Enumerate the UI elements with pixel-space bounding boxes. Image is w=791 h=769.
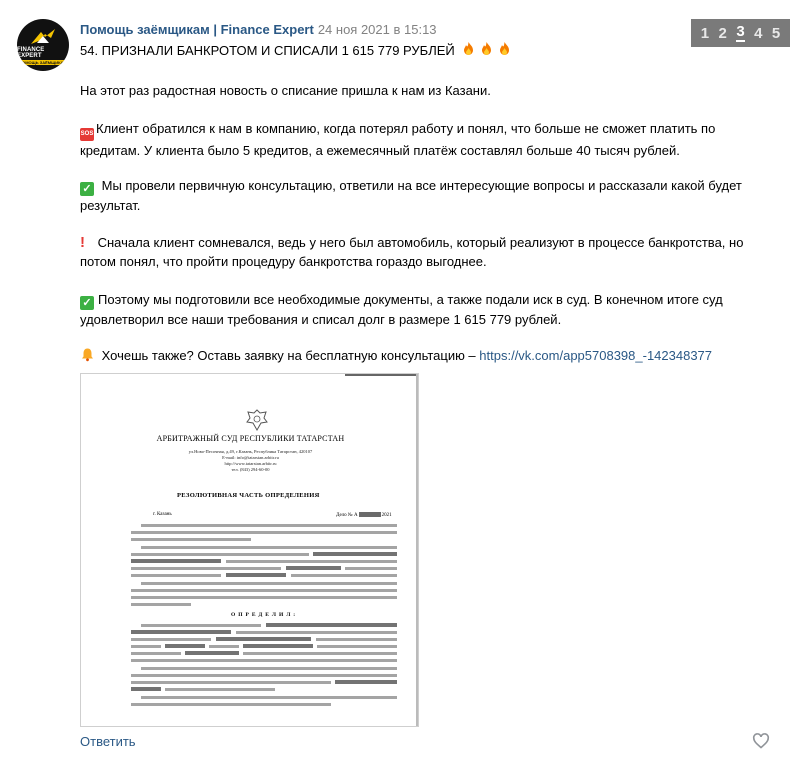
pager-page-3[interactable]: 3	[736, 23, 745, 40]
paragraph-text: Клиент обратился к нам в компанию, когда потерял работу и понял, что больше не сможет платить по кредитам. У клиента было 5 кредитов, а ежемесячный платёж составлял больше 40 тысяч рублей.	[80, 121, 716, 158]
fire-icon	[479, 41, 494, 57]
redaction	[243, 644, 313, 648]
heart-icon[interactable]	[752, 733, 770, 749]
post-title-line	[80, 41, 770, 60]
logo-text: FINANCE EXPERT	[17, 46, 45, 59]
pager-page-4[interactable]: 4	[754, 24, 763, 42]
court-address: ул.Ново-Песочная, д.49, г.Казань, Республика Татарстан, 420107	[188, 449, 313, 454]
post-paragraph: На этот раз радостная новость о списание пришла к нам из Казани.	[80, 83, 491, 98]
document-city: г. Казань	[153, 512, 172, 517]
redaction	[266, 623, 397, 627]
pager-page-1[interactable]: 1	[700, 24, 710, 42]
sos-icon: SOS	[80, 128, 94, 141]
paragraph-text: Хочешь также? Оставь заявку на бесплатную консультацию –	[98, 348, 480, 363]
bell-icon	[80, 347, 95, 362]
paragraph-text: Поэтому мы подготовили все необходимые документы, а также подали иск в суд. В конечном итоге суд удовлетворил все наши требования и списал долг в размере 1 615 779 рублей.	[80, 292, 723, 327]
exclamation-icon: !	[80, 234, 85, 251]
document-text-line	[345, 567, 397, 570]
coat-of-arms-icon	[244, 407, 270, 433]
post-paragraph	[80, 119, 770, 160]
court-phone: тел. (843) 294-60-00	[231, 467, 270, 472]
post-title: 54. ПРИЗНАЛИ БАНКРОТОМ И СПИСАЛИ 1 615 779 РУБЛЕЙ	[80, 43, 455, 58]
document-text-line	[131, 659, 397, 662]
case-number	[336, 512, 392, 518]
document-text-line	[226, 560, 397, 563]
redaction	[286, 566, 341, 570]
document-text-line	[131, 596, 397, 599]
post-header	[80, 22, 437, 38]
post-paragraph	[80, 290, 770, 329]
document-text-line	[141, 624, 261, 627]
document-text-line	[317, 645, 397, 648]
ruling-heading: О П Р Е Д Е Л И Л :	[231, 612, 296, 618]
pager-page-2[interactable]: 2	[718, 24, 727, 42]
post-paragraph	[80, 233, 770, 271]
attached-document-photo[interactable]	[80, 373, 419, 727]
document-text-line	[236, 631, 397, 634]
paragraph-text: Мы провели первичную консультацию, ответили на все интересующие вопросы и рассказали какой будет результат.	[80, 178, 742, 213]
document-text-line	[165, 688, 275, 691]
document-text-line	[141, 582, 397, 585]
document-text-line	[131, 531, 397, 534]
author-link[interactable]: Помощь заёмщикам | Finance Expert	[80, 22, 314, 37]
redaction	[131, 630, 231, 634]
document-text-line	[131, 567, 281, 570]
court-name: АРБИТРАЖНЫЙ СУД РЕСПУБЛИКИ ТАТАРСТАН	[156, 434, 345, 443]
document-text-line	[131, 603, 191, 606]
document-text-line	[209, 645, 239, 648]
document-text-line	[316, 638, 397, 641]
document-text-line	[131, 638, 211, 641]
paragraph-text: Сначала клиент сомневался, ведь у него был автомобиль, который реализуют в процессе банкротства, но потом понял, что пройти процедуру банкротства гораздо выгоднее.	[80, 235, 744, 269]
reply-link[interactable]: Ответить	[80, 734, 136, 749]
document-text-line	[131, 538, 251, 541]
redaction	[131, 687, 161, 691]
document-heading: РЕЗОЛЮТИВНАЯ ЧАСТЬ ОПРЕДЕЛЕНИЯ	[177, 492, 320, 499]
document-text-line	[131, 703, 331, 706]
avatar[interactable]	[17, 19, 69, 71]
document-text-line	[141, 524, 397, 527]
case-year: 2021	[381, 513, 392, 518]
pager-page-5[interactable]: 5	[771, 24, 781, 42]
redaction	[359, 512, 381, 517]
application-link[interactable]: https://vk.com/app5708398_-142348377	[479, 348, 713, 363]
document-text-line	[131, 681, 331, 684]
court-email: E-mail: info@tatarstan.arbitr.ru	[222, 455, 279, 460]
logo-subtext: ПОМОЩЬ ЗАЁМЩИКАМ	[19, 59, 67, 65]
finance-expert-logo-icon	[29, 28, 57, 46]
redaction	[165, 644, 205, 648]
post-paragraph	[80, 176, 770, 215]
redaction	[131, 559, 221, 563]
post-paragraph	[80, 346, 770, 365]
check-icon: ✓	[80, 182, 94, 196]
redaction	[185, 651, 239, 655]
document-text-line	[141, 667, 397, 670]
court-website: http://www.tatarstan.arbitr.ru	[224, 461, 277, 466]
document-text-line	[141, 546, 397, 549]
document-text-line	[131, 652, 181, 655]
redaction	[335, 680, 397, 684]
post-date[interactable]: 24 ноя 2021 в 15:13	[317, 22, 437, 37]
document-text-line	[131, 674, 397, 677]
document-text-line	[131, 645, 161, 648]
redaction	[216, 637, 311, 641]
document-text-line	[131, 574, 221, 577]
document-text-line	[243, 652, 397, 655]
document-text-line	[131, 553, 309, 556]
fire-icon	[461, 41, 476, 57]
document-text-line	[291, 574, 397, 577]
fire-icon	[497, 41, 512, 57]
document-text-line	[131, 589, 397, 592]
document-text-line	[141, 696, 397, 699]
check-icon: ✓	[80, 296, 94, 310]
document-corner	[345, 373, 419, 376]
document-edge	[416, 374, 418, 727]
redaction	[226, 573, 286, 577]
redaction	[313, 552, 397, 556]
case-prefix: Дело № А	[336, 513, 358, 518]
